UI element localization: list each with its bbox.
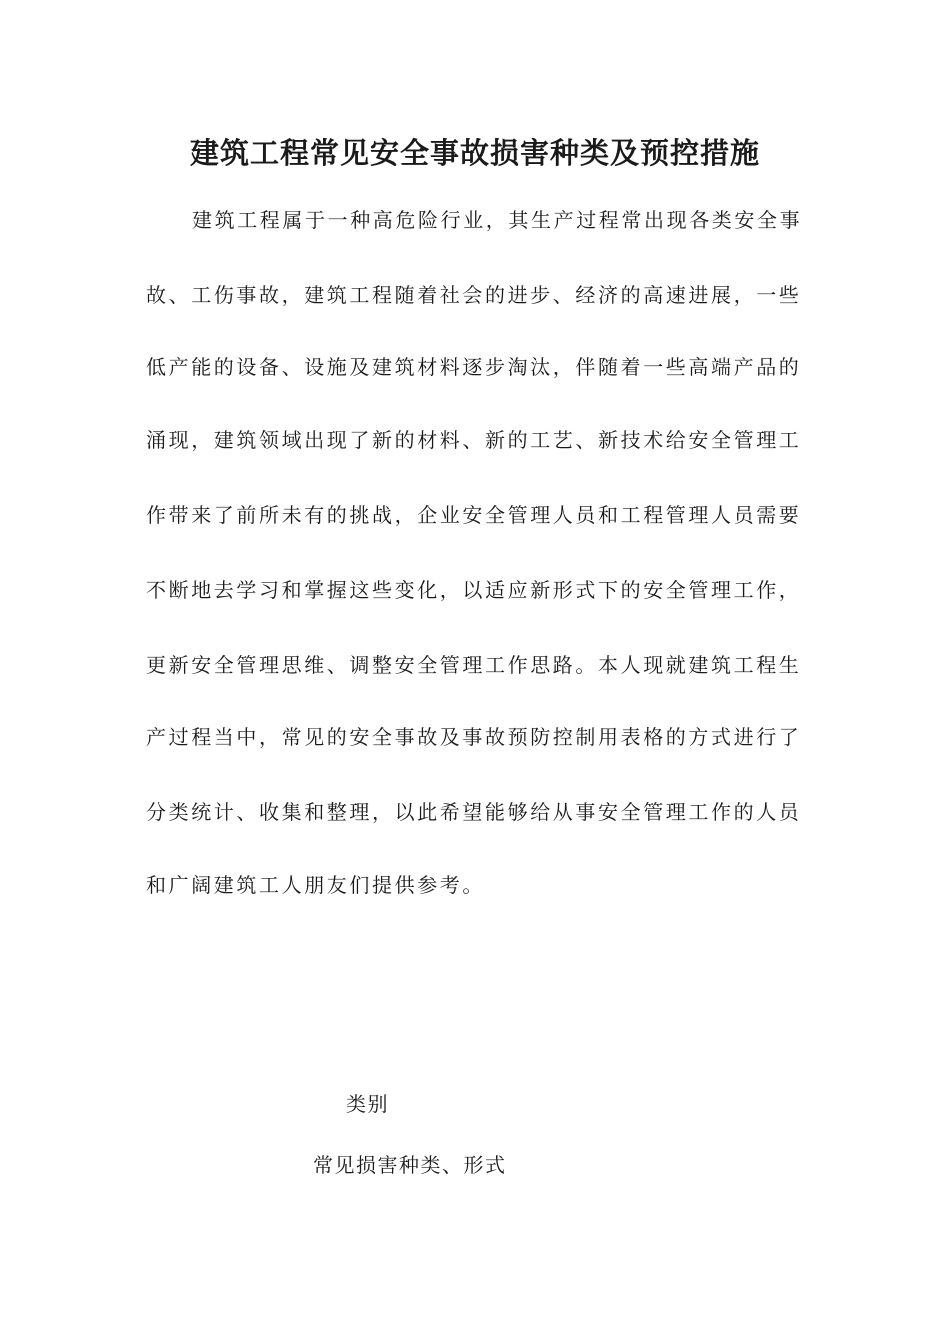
paragraph-line: 和广阔建筑工人朋友们提供参考。 xyxy=(146,873,485,897)
paragraph-line: 故、工伤事故，建筑工程随着社会的进步、经济的高速进展，一些 xyxy=(146,283,802,307)
category-label: 类别 xyxy=(346,1092,389,1116)
paragraph-line: 分类统计、收集和整理，以此希望能够给从事安全管理工作的人员 xyxy=(146,800,802,824)
paragraph-line: 更新安全管理思维、调整安全管理工作思路。本人现就建筑工程生 xyxy=(146,653,802,677)
paragraph-line: 涌现，建筑领域出现了新的材料、新的工艺、新技术给安全管理工 xyxy=(146,428,802,452)
paragraph-line: 建筑工程属于一种高危险行业，其生产过程常出现各类安全事 xyxy=(192,208,803,232)
document-title: 建筑工程常见安全事故损害种类及预控措施 xyxy=(189,136,760,170)
paragraph-line: 不断地去学习和掌握这些变化，以适应新形式下的安全管理工作， xyxy=(146,578,802,602)
paragraph-line: 产过程当中，常见的安全事故及事故预防控制用表格的方式进行了 xyxy=(146,725,802,749)
damage-types-label: 常见损害种类、形式 xyxy=(313,1153,507,1177)
paragraph-line: 作带来了前所未有的挑战，企业安全管理人员和工程管理人员需要 xyxy=(146,503,802,527)
paragraph-line: 低产能的设备、设施及建筑材料逐步淘汰，伴随着一些高端产品的 xyxy=(146,355,802,379)
